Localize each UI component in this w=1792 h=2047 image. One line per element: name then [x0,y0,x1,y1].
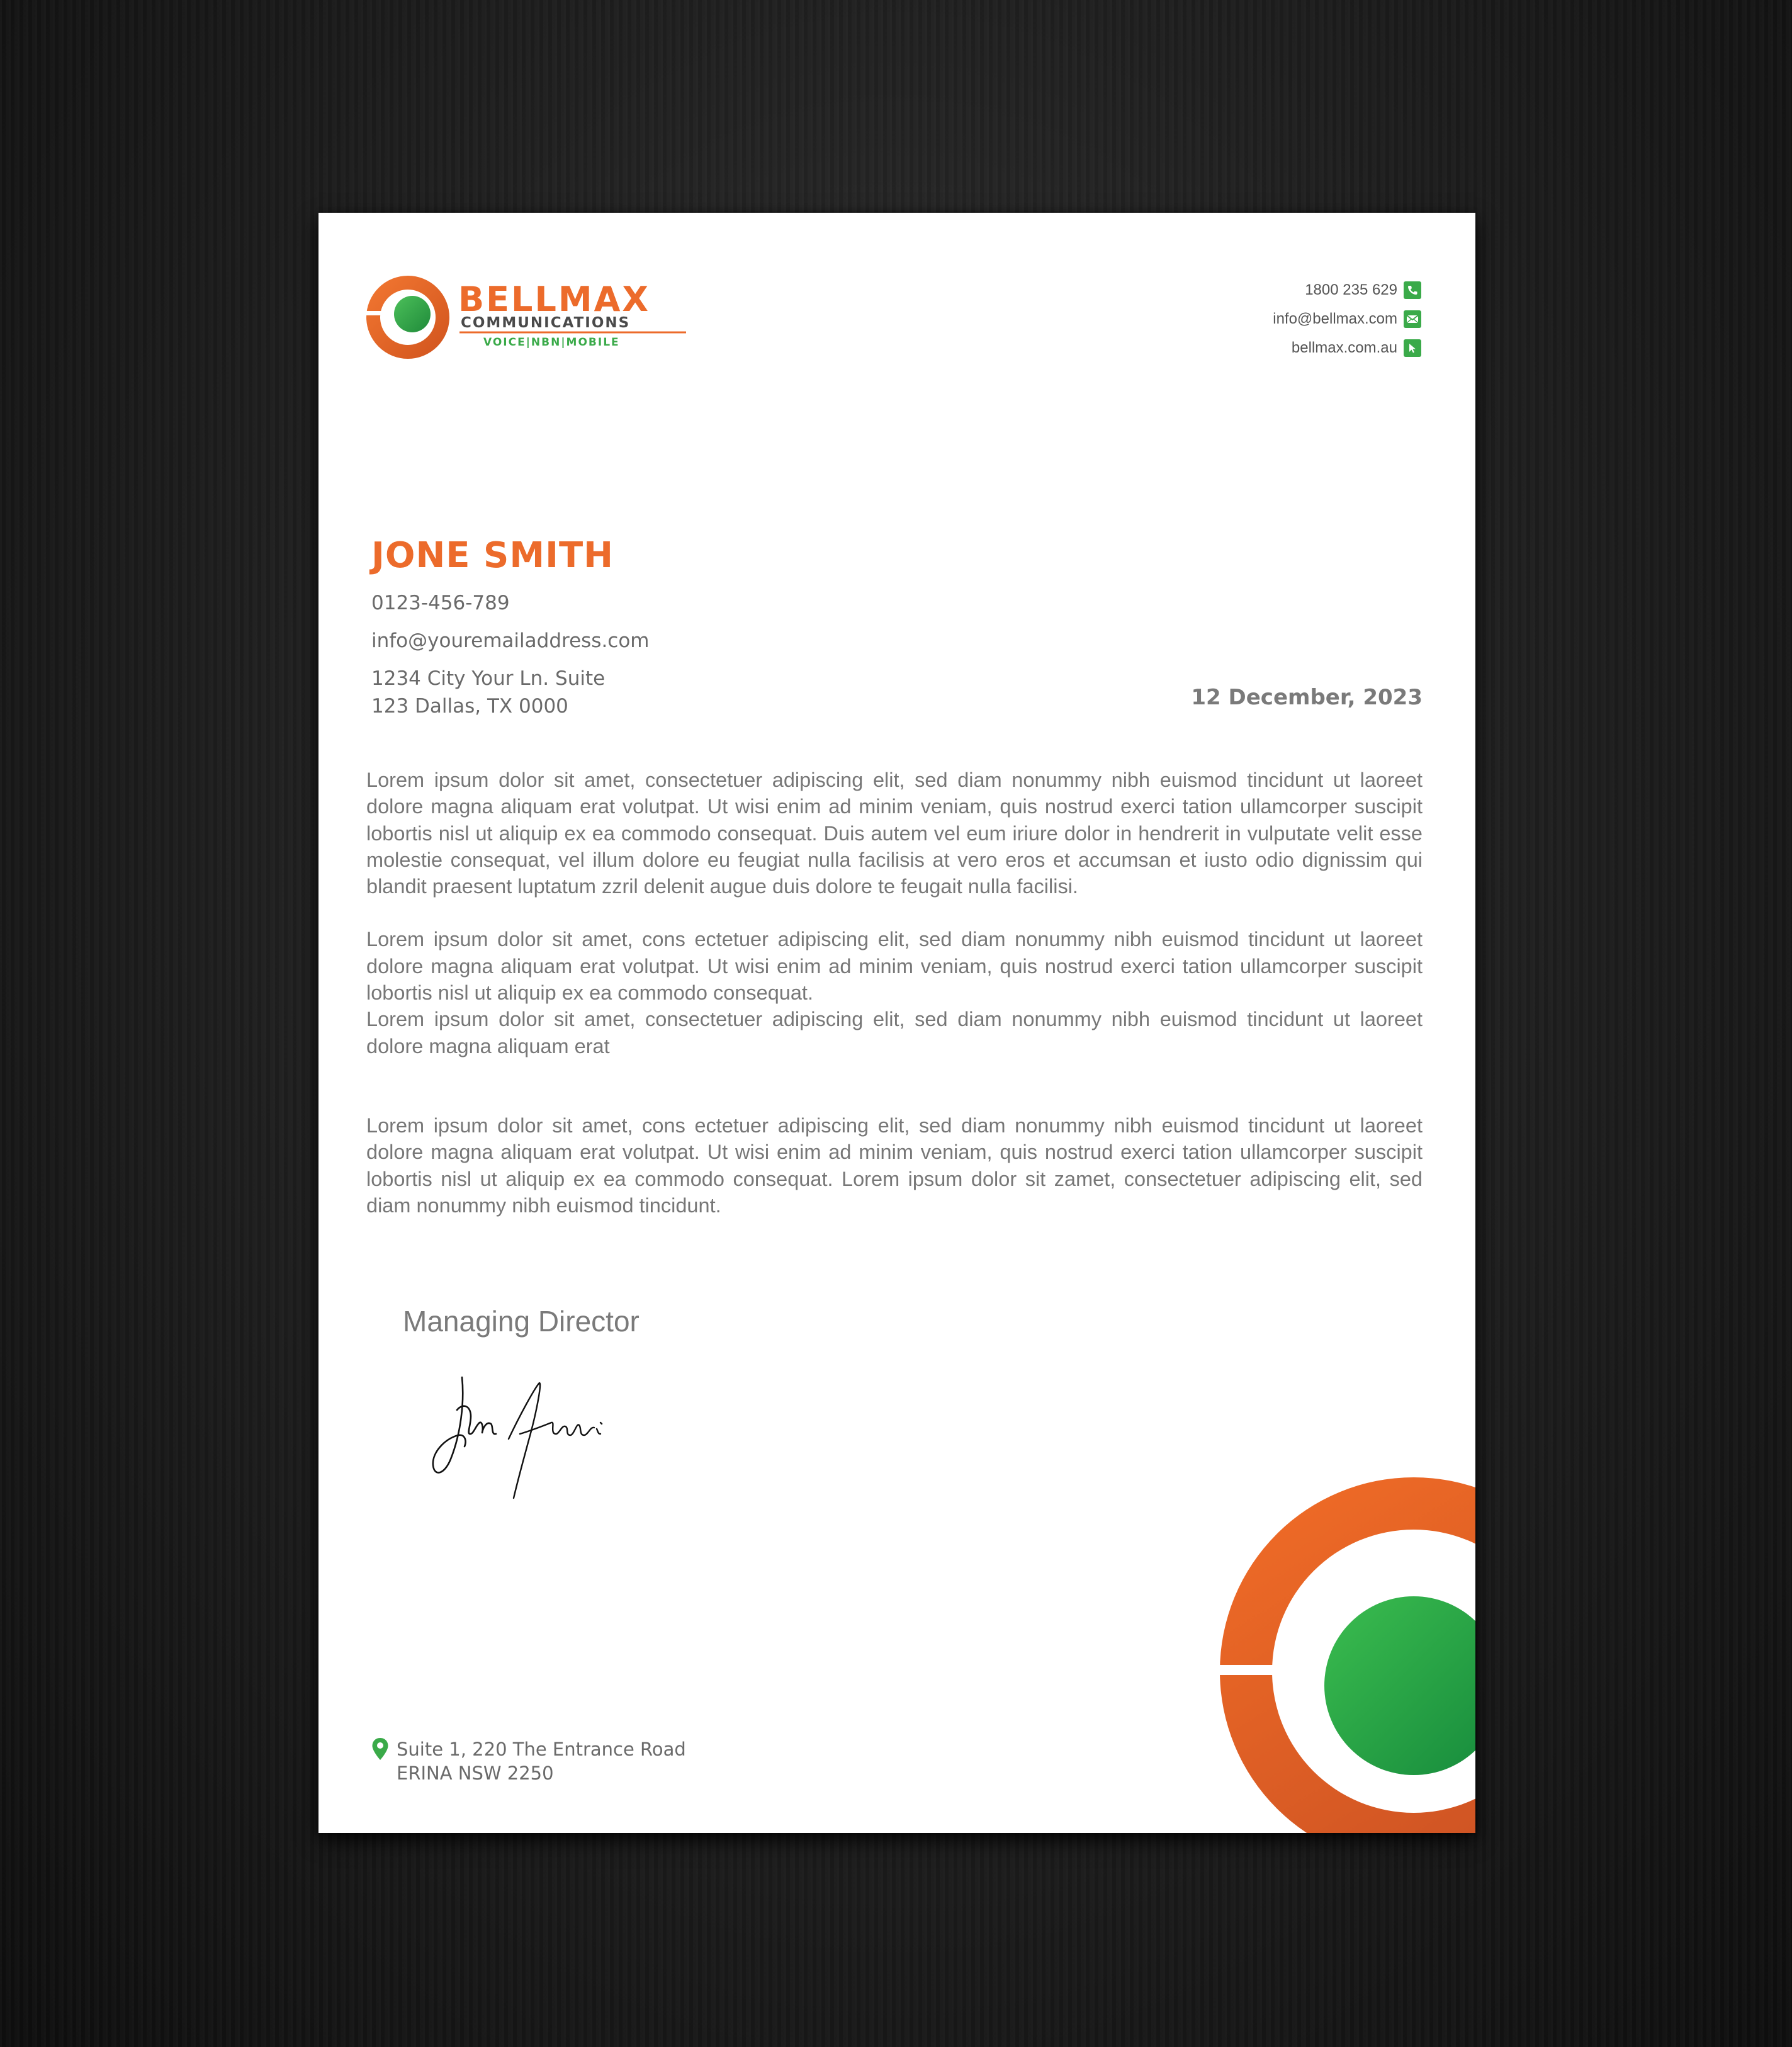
phone-icon [1404,281,1421,299]
body-paragraph-3: Lorem ipsum dolor sit amet, consectetuer adipiscing elit, sed diam nonummy nibh euismod tincidunt ut laoreet dolore magna aliquam erat [366,1008,1423,1057]
corner-logo-mark [1193,1440,1475,1833]
signature [425,1365,652,1516]
contact-email[interactable]: info@bellmax.com [1273,310,1397,327]
sender-address-line2: 123 Dallas, TX 0000 [371,695,568,718]
letter-date: 12 December, 2023 [1191,685,1423,710]
cursor-icon [1404,339,1421,357]
letter-body [366,767,1423,1219]
contact-email-row [1273,305,1421,334]
contact-website-row [1273,334,1421,363]
mail-icon [1404,310,1421,328]
logo-subtitle: COMMUNICATIONS [461,315,631,331]
contact-phone[interactable]: 1800 235 629 [1305,281,1397,298]
sender-address-line1: 1234 City Your Ln. Suite [371,667,606,690]
sender-name: JONE SMITH [371,535,614,576]
signatory-title: Managing Director [403,1305,640,1338]
contact-phone-row [1273,276,1421,305]
bellmax-logo [365,273,692,361]
body-paragraph-2: Lorem ipsum dolor sit amet, cons ectetuer adipiscing elit, sed diam nonummy nibh euismod tincidunt ut laoreet dolore magna aliquam erat volutpat. Ut wisi enim ad minim veniam, quis nostrud exerci tation ullamcorper suscipit lobortis nisl ut aliquip ex ea commodo consequat. [366,928,1423,1005]
footer-address-line2: ERINA NSW 2250 [397,1762,554,1784]
sender-email: info@youremailaddress.com [371,629,650,652]
contact-website[interactable]: bellmax.com.au [1291,339,1397,356]
footer-address [371,1736,686,1784]
letterhead-page [318,213,1475,1833]
body-paragraph-4: Lorem ipsum dolor sit amet, cons ectetuer adipiscing elit, sed diam nonummy nibh euismod tincidunt ut laoreet dolore magna aliquam erat volutpat. Ut wisi enim ad minim veniam, quis nostrud exerci tation ullamcorper suscipit lobortis nisl ut aliquip ex ea commodo consequat. Lorem ipsum dolor sit zamet, consectetuer adipiscing elit, sed diam nonummy nibh euismod tincidunt. [366,1114,1423,1217]
company-contact [1273,276,1421,363]
sender-details [371,589,650,720]
sender-phone: 0123-456-789 [371,592,510,614]
logo-tagline: VOICE|NBN|MOBILE [483,336,620,349]
footer-address-line1: Suite 1, 220 The Entrance Road [397,1739,686,1760]
logo-company: BELLMAX [458,279,651,319]
location-pin-icon [371,1737,389,1761]
body-paragraph-1: Lorem ipsum dolor sit amet, consectetuer adipiscing elit, sed diam nonummy nibh euismod tincidunt ut laoreet dolore magna aliquam erat volutpat. Ut wisi enim ad minim veniam, quis nostrud exerci tation ullamcorper suscipit lobortis nisl ut aliquip ex ea commodo consequat. Duis autem vel eum iriure dolor in hendrerit in vulputate velit esse molestie consequat, vel illum dolore eu feugiat nulla facilisis at vero eros et accumsan et iusto odio dignissim qui blandit praesent luptatum zzril delenit augue duis dolore te feugait nulla facilisi. [366,769,1423,898]
